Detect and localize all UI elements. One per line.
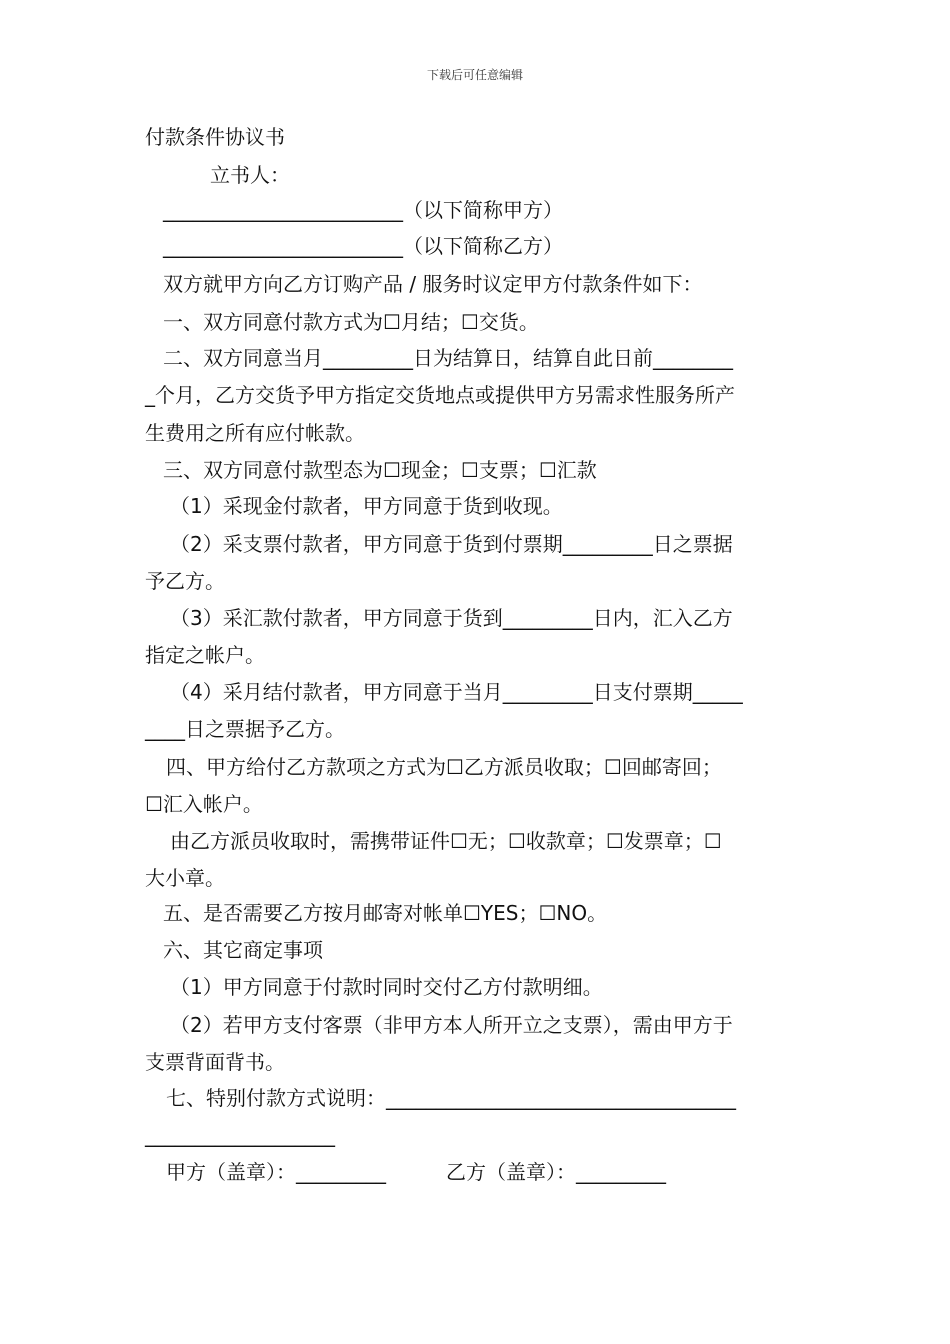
clause-3: 三、双方同意付款型态为☐现金；☐支票；☐汇款 — [163, 458, 597, 482]
clause-4-line-1: 四、甲方给付乙方款项之方式为☐乙方派员收取；☐回邮寄回； — [166, 755, 722, 779]
page-header-note: 下载后可任意编辑 — [426, 68, 523, 82]
clause-1: 一、双方同意付款方式为☐月结；☐交货。 — [163, 310, 539, 334]
clause-6-item-2-line-2: 支票背面背书。 — [145, 1050, 285, 1074]
clause-3-item-4-line-1: （4）采月结付款者，甲方同意于当月_________日支付票期_____ — [170, 680, 743, 704]
clause-3-item-2-line-2: 予乙方。 — [145, 569, 225, 593]
clause-2-line-3: 生费用之所有应付帐款。 — [145, 421, 365, 445]
clause-4-line-2: ☐汇入帐户。 — [145, 792, 263, 816]
clause-5: 五、是否需要乙方按月邮寄对帐单☐YES；☐NO。 — [163, 901, 608, 925]
document-title: 付款条件协议书 — [145, 125, 285, 149]
clause-3-item-4-line-2: ____日之票据予乙方。 — [145, 717, 345, 741]
clause-3-item-3-line-2: 指定之帐户。 — [145, 643, 265, 667]
clause-6-item-2-line-1: （2）若甲方支付客票（非甲方本人所开立之支票），需由甲方于 — [170, 1013, 733, 1037]
clause-4-note-line-2: 大小章。 — [145, 866, 225, 890]
clause-3-item-1: （1）采现金付款者，甲方同意于货到收现。 — [170, 494, 563, 518]
clause-6: 六、其它商定事项 — [163, 938, 323, 962]
clause-2-line-1: 二、双方同意当月_________日为结算日，结算自此日前________ — [163, 346, 733, 370]
clause-6-item-1: （1）甲方同意于付款时同时交付乙方付款明细。 — [170, 975, 603, 999]
signatory-label: 立书人： — [210, 163, 290, 187]
clause-7-line-2: ___________________ — [145, 1123, 335, 1147]
clause-3-item-2-line-1: （2）采支票付款者，甲方同意于货到付票期_________日之票据 — [170, 532, 733, 556]
party-a-line: ________________________（以下简称甲方） — [163, 198, 563, 222]
party-b-line: ________________________（以下简称乙方） — [163, 234, 563, 258]
intro-paragraph: 双方就甲方向乙方订购产品 / 服务时议定甲方付款条件如下： — [163, 272, 703, 296]
clause-7-line-1: 七、特别付款方式说明：___________________________________ — [166, 1086, 736, 1110]
clause-4-note-line-1: 由乙方派员收取时，需携带证件☐无；☐收款章；☐发票章；☐ — [170, 829, 722, 853]
clause-2-line-2: _个月，乙方交货予甲方指定交货地点或提供甲方另需求性服务所产 — [145, 383, 735, 407]
signature-line: 甲方（盖章）：_________ 乙方（盖章）：_________ — [166, 1160, 666, 1184]
clause-3-item-3-line-1: （3）采汇款付款者，甲方同意于货到_________日内，汇入乙方 — [170, 606, 733, 630]
